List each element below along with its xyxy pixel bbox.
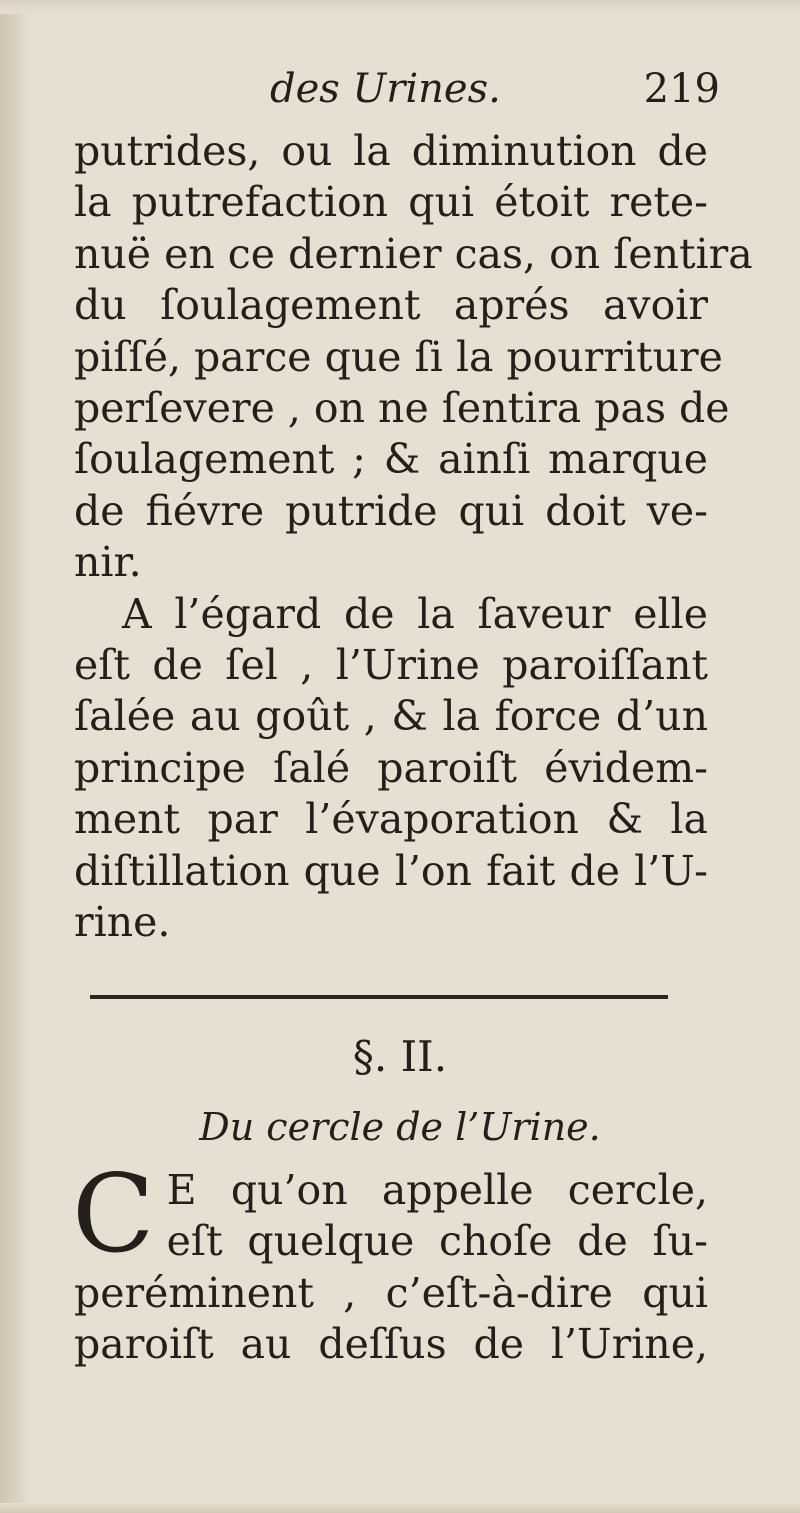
text-line: putrides, ou la diminution de [74, 127, 708, 175]
text-line: perſevere , on ne ſentira pas de [74, 384, 730, 433]
text-line: eſt de ſel , l’Urine paroiſſant [74, 641, 708, 690]
text-line: paroiſt au deſſus de l’Urine, [74, 1320, 708, 1369]
running-head [60, 66, 720, 126]
page-top-edge [0, 0, 800, 14]
text-line: de fiévre putride qui doit ve- [74, 486, 708, 535]
text-line: piſſé, parce que ſi la pourriture [74, 332, 723, 381]
running-head-title: des Urines. [270, 66, 501, 112]
page-number: 219 [643, 66, 720, 112]
paragraph-2 [74, 589, 708, 949]
page-bottom-edge [0, 1503, 800, 1513]
text-line: rine. [74, 898, 171, 947]
section-number: §. II. [352, 1032, 448, 1081]
section-divider-rule [90, 995, 668, 999]
section-text [72, 1152, 708, 1371]
text-line: peréminent , c’eſt-à-dire qui [74, 1268, 708, 1317]
text-line: la putrefaction qui étoit rete- [74, 178, 708, 227]
text-line: du ſoulagement aprés avoir [74, 281, 708, 330]
section-title: Du cercle de l’Urine. [199, 1105, 601, 1149]
text-line: eſt quelque choſe de ſu- [166, 1217, 708, 1266]
text-line: E qu’on appelle cercle, [166, 1166, 708, 1214]
main-text [74, 126, 753, 949]
text-line: ſoulagement ; & ainſi marque [74, 435, 708, 484]
page-gutter-shadow [0, 0, 30, 1513]
text-line: ment par l’évaporation & la [74, 795, 708, 844]
paragraph-1 [74, 126, 753, 589]
text-line: nir. [74, 538, 142, 587]
drop-cap: C [72, 1152, 155, 1277]
text-line: A l’égard de la ſaveur elle [122, 589, 708, 638]
text-line: principe ſalé paroiſt évidem- [74, 743, 708, 792]
text-line: diſtillation que l’on fait de l’U- [74, 846, 708, 895]
text-line: ſalée au goût , & la force d’un [74, 692, 708, 741]
text-line: nuë en ce dernier cas, on ſentira [74, 229, 753, 278]
